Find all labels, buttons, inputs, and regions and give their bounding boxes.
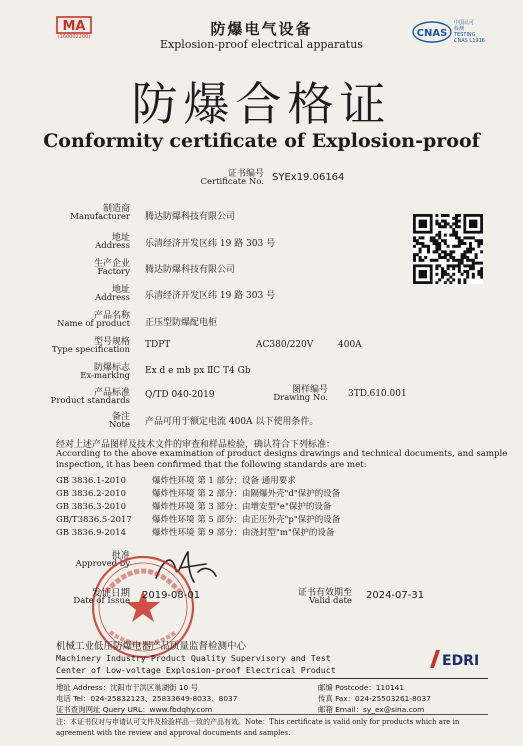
valid-label-cn: 证书有效期至 bbox=[297, 588, 352, 598]
cert-no-block bbox=[150, 166, 264, 190]
note-label-cn: 备注 bbox=[111, 412, 130, 422]
field-type-spec-label bbox=[0, 334, 130, 358]
product-name-value: 正压型防爆配电柜 bbox=[145, 318, 218, 328]
field-ex-marking-label bbox=[0, 360, 130, 384]
header-en-title: Explosion-proof electrical apparatus bbox=[160, 38, 363, 51]
type-spec-label-en: Type specification bbox=[51, 345, 130, 355]
ex-marking-label-cn: 防爆标志 bbox=[93, 363, 130, 373]
conformity-en-1: According to the above examination of product designs drawings and technical documents, and sample bbox=[56, 449, 508, 459]
manufacturer-label-en: Manufacturer bbox=[70, 212, 130, 222]
contact-tel: 电话 Tel：024-25832123、25833649-8033、8037 bbox=[56, 694, 238, 703]
factory-address-label-en: Address bbox=[95, 293, 130, 303]
center-name-en-2: Center of Low-voltage Explosion-proof Electrical Product bbox=[56, 665, 336, 675]
issue-label-cn: 发证日期 bbox=[91, 588, 130, 599]
contact-email: 邮箱 Email：sy_ex@sina.com bbox=[318, 705, 425, 714]
footnote-line-2: agreement with the review and approval documents and samples. bbox=[56, 729, 291, 737]
issue-label-en: Date of Issue bbox=[73, 596, 130, 606]
title-en: Conformity certificate of Explosion-proof bbox=[43, 130, 480, 152]
standard-code: GB 3836.9-2014 bbox=[56, 528, 126, 538]
field-note-label bbox=[0, 409, 130, 433]
standards-label-en: Product standards bbox=[50, 396, 130, 406]
divider-line bbox=[56, 678, 488, 679]
drawing-no-label-en: Drawing No. bbox=[273, 393, 328, 403]
header-cn-title: 防爆电气设备 bbox=[210, 20, 313, 38]
cnas-mark-icon bbox=[412, 20, 452, 44]
ma-logo-sub: (160002200) bbox=[57, 34, 91, 40]
standard-desc: 爆炸性环境 第 3 部分：由增安型"e"保护的设备 bbox=[152, 502, 332, 512]
field-factory-label bbox=[0, 256, 130, 280]
standard-row bbox=[56, 526, 334, 538]
drawing-no-label bbox=[250, 382, 328, 406]
factory-address-label-cn: 地址 bbox=[111, 285, 130, 295]
standard-code: GB 3836.1-2010 bbox=[56, 476, 126, 486]
note-label-en: Note bbox=[108, 420, 130, 430]
factory-label-cn: 生产企业 bbox=[93, 259, 130, 269]
edri-logo-text: EDRI bbox=[442, 653, 480, 669]
field-factory-address-label bbox=[0, 282, 130, 306]
footnote-divider bbox=[56, 714, 488, 715]
factory-label-en: Factory bbox=[97, 267, 130, 277]
cnas-sub3: TESTING bbox=[454, 32, 476, 38]
factory-value: 腾达防爆科技有限公司 bbox=[145, 265, 236, 275]
factory-address-value: 乐清经济开发区纬 19 路 303 号 bbox=[145, 291, 276, 301]
cnas-logo bbox=[412, 20, 492, 48]
valid-date-label bbox=[240, 585, 352, 609]
footnote-line-1: 注：本证书仅对与申请认可文件及检验样品一致的产品有效。Note：This certificate is valid only for products which are in bbox=[56, 718, 460, 726]
address-value: 乐清经济开发区纬 19 路 303 号 bbox=[145, 239, 276, 249]
conformity-cn: 经对上述产品图样及技术文件的审查和样品检验，确认符合下列标准： bbox=[56, 440, 336, 450]
standard-code: GB 3836.3-2010 bbox=[56, 502, 126, 512]
standards-value: Q/TD 040-2019 bbox=[145, 390, 215, 400]
title-cn: 防爆合格证 bbox=[131, 77, 392, 131]
center-name-en-1: Machinery Industry Product Quality Supervisory and Test bbox=[56, 653, 331, 663]
standard-row bbox=[56, 487, 340, 499]
standards-label-cn: 产品标准 bbox=[93, 388, 130, 398]
field-product-name-label bbox=[0, 308, 130, 332]
field-address-label bbox=[0, 230, 130, 254]
contact-address: 地址 Address：沈阳市于洪区巢湖街 10 号 bbox=[56, 683, 198, 692]
ex-marking-label-en: Ex-marking bbox=[80, 371, 130, 381]
standard-code: GB/T3836.5-2017 bbox=[56, 515, 132, 525]
product-name-label-en: Name of product bbox=[57, 319, 130, 329]
cnas-sub4: CNAS L1916 bbox=[454, 38, 485, 44]
standard-code: GB 3836.2-2010 bbox=[56, 489, 126, 499]
standard-desc: 爆炸性环境 第 2 部分：由隔爆外壳"d"保护的设备 bbox=[152, 489, 341, 499]
type-spec-current: 400A bbox=[338, 340, 362, 350]
edri-mark-icon bbox=[428, 648, 488, 670]
type-spec-value: TDPT bbox=[145, 340, 171, 350]
conformity-en-2: inspection, it has been confirmed that the following standards are met: bbox=[56, 460, 367, 470]
valid-date-value: 2024-07-31 bbox=[366, 590, 425, 601]
valid-label-en: Valid date bbox=[309, 596, 352, 606]
drawing-no-label-cn: 图样编号 bbox=[291, 385, 328, 395]
standard-desc: 爆炸性环境 第 1 部分：设备 通用要求 bbox=[152, 476, 296, 486]
manufacturer-label-cn: 制造商 bbox=[102, 204, 130, 214]
address-label-cn: 地址 bbox=[111, 233, 130, 243]
issue-date-label bbox=[0, 585, 130, 609]
cnas-sub1: 中国认可 bbox=[454, 20, 475, 26]
standard-desc: 爆炸性环境 第 5 部分：由正压外壳"p"保护的设备 bbox=[152, 515, 341, 525]
standard-desc: 爆炸性环境 第 9 部分：由浇封型"m"保护的设备 bbox=[152, 528, 335, 538]
standard-row bbox=[56, 500, 331, 512]
cert-no-label-en: Certificate No. bbox=[200, 177, 264, 187]
manufacturer-value: 腾达防爆科技有限公司 bbox=[145, 212, 236, 222]
qr-code-icon bbox=[413, 214, 483, 284]
note-value: 产品可用于额定电流 400A 以下使用条件。 bbox=[145, 417, 319, 427]
approved-label-en: Approved by bbox=[75, 559, 130, 569]
address-label-en: Address bbox=[95, 241, 130, 251]
edri-logo bbox=[428, 648, 488, 674]
field-manufacturer-label bbox=[0, 201, 130, 225]
issue-date-value: 2019-08-01 bbox=[142, 590, 201, 601]
contact-postcode: 邮编 Postcode：110141 bbox=[318, 683, 405, 692]
center-name-cn: 机械工业低压防爆电器产品质量监督检测中心 bbox=[56, 641, 247, 652]
standard-row bbox=[56, 513, 340, 525]
cert-no-label-cn: 证书编号 bbox=[227, 169, 264, 179]
ma-logo-text: MA bbox=[62, 19, 86, 34]
standard-row bbox=[56, 474, 296, 486]
contact-query-url: 证书查询网址 Query URL：www.fbdqhy.com bbox=[56, 705, 213, 714]
approved-label-cn: 批准 bbox=[111, 551, 130, 561]
cert-no-value: SYEx19.06164 bbox=[272, 172, 345, 183]
field-standards-label bbox=[0, 385, 130, 409]
contact-fax: 传真 Fax：024-25503261-8037 bbox=[318, 694, 431, 703]
product-name-label-cn: 产品名称 bbox=[93, 311, 130, 321]
type-spec-label-cn: 型号规格 bbox=[93, 337, 130, 347]
cnas-sub2: 检测 bbox=[454, 26, 465, 32]
type-spec-voltage: AC380/220V bbox=[256, 340, 314, 350]
ex-marking-value: Ex d e mb px ⅡC T4 Gb bbox=[145, 366, 251, 376]
qr-code bbox=[413, 214, 483, 284]
cnas-logo-text: CNAS bbox=[416, 28, 448, 39]
drawing-no-value: 3TD.610.001 bbox=[348, 389, 407, 399]
